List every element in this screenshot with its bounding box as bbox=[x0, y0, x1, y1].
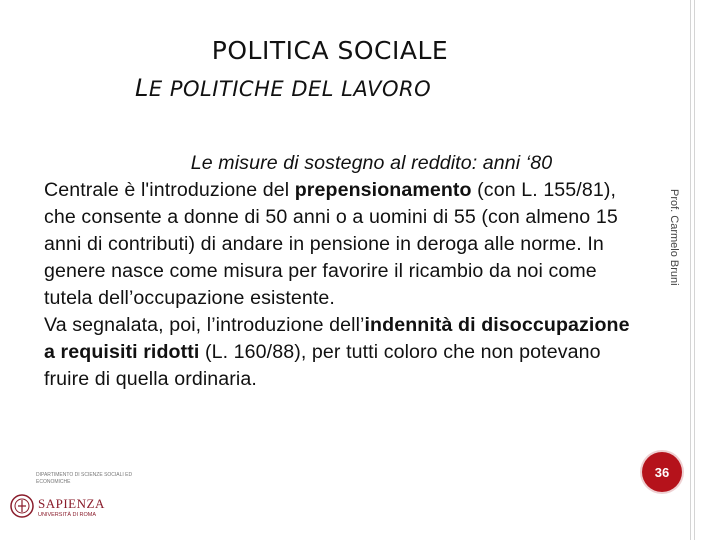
university-name: SAPIENZA bbox=[38, 496, 105, 511]
paragraph-text: (L. 160/88), per tutti coloro che non potevano fruire di quella ordinaria. bbox=[44, 341, 601, 390]
paragraph-text: Va segnalata, poi, l’introduzione dell’ bbox=[44, 314, 365, 336]
paragraph-text: Centrale è l'introduzione del bbox=[44, 179, 295, 201]
department-name: DIPARTIMENTO DI SCIENZE SOCIALI ED ECONOMICHE bbox=[36, 472, 133, 485]
slide-subtitle bbox=[135, 74, 431, 102]
seal-icon bbox=[10, 492, 34, 520]
section-heading: Le misure di sostegno al reddito: anni ‘80 bbox=[190, 152, 553, 174]
author-label: Prof. Carmelo Bruni bbox=[668, 189, 680, 286]
university-logo bbox=[8, 472, 158, 536]
paragraph-indennita bbox=[44, 312, 644, 393]
university-subtitle: UNIVERSITÀ DI ROMA bbox=[38, 512, 97, 518]
page-number-badge: 36 bbox=[642, 452, 682, 492]
subtitle-initial: L bbox=[135, 74, 149, 102]
slide-body bbox=[44, 150, 644, 393]
decorative-rule bbox=[694, 0, 695, 540]
paragraph-prepensionamento bbox=[44, 177, 644, 312]
subtitle-rest: E POLITICHE DEL LAVORO bbox=[148, 77, 432, 101]
decorative-rule bbox=[690, 0, 691, 540]
paragraph-text: (con L. 155/81), che consente a donne di 50 anni o a uomini di 55 (con almeno 15 anni di contributi) di andare in pensione in deroga alle norme. In genere nasce come misura per favorire il ricambio da noi come tutela dell’occupazione esistente. bbox=[44, 179, 618, 309]
highlight-term: indennità di disoccupazione a requisiti ridotti bbox=[44, 314, 630, 363]
highlight-term: prepensionamento bbox=[294, 179, 472, 201]
slide-title: POLITICA SOCIALE bbox=[211, 36, 449, 65]
